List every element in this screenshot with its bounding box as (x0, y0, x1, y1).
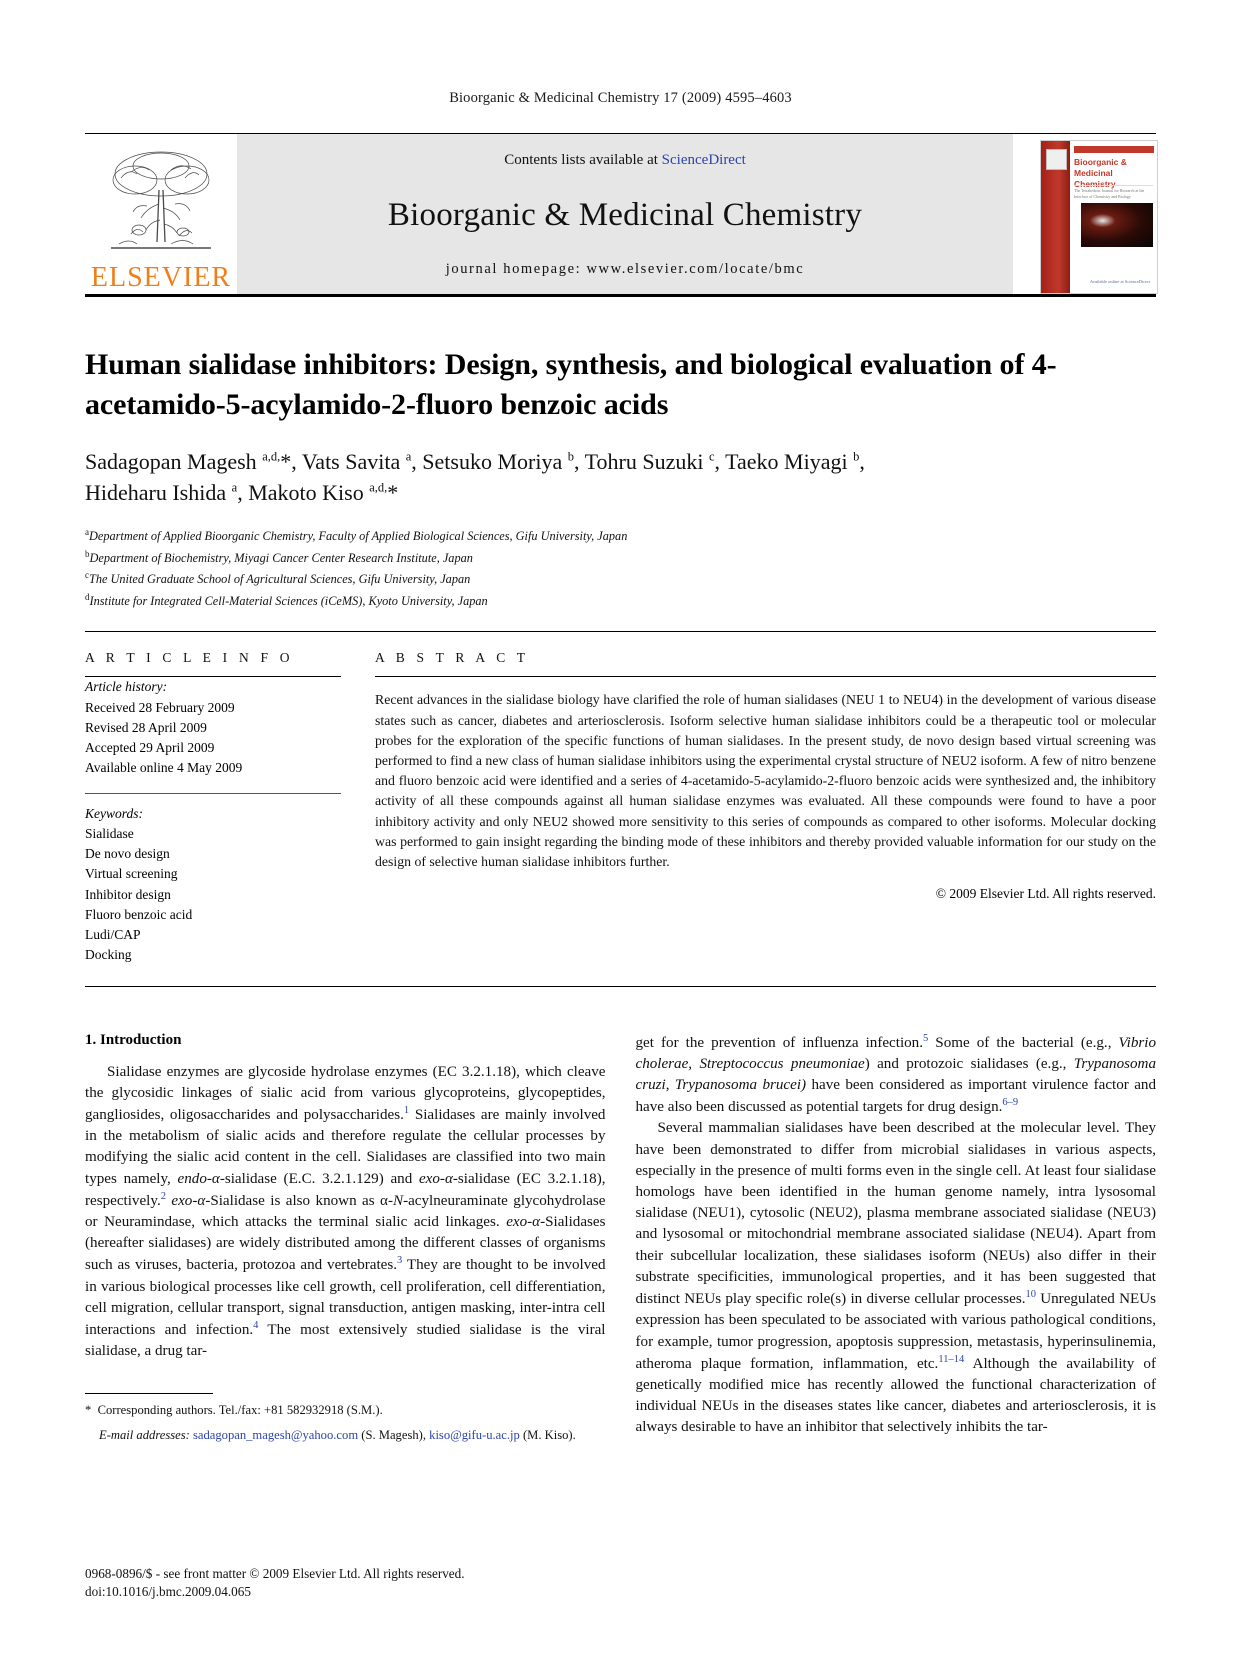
journal-homepage[interactable]: journal homepage: www.elsevier.com/locate/bmc (445, 261, 805, 277)
cover-topbar (1074, 146, 1154, 153)
article-info-abstract-row (85, 650, 1156, 965)
doi-line: doi:10.1016/j.bmc.2009.04.065 (85, 1584, 251, 1600)
email-owner-1: (S. Magesh), (358, 1427, 430, 1442)
contents-available-line (504, 152, 746, 169)
reference-marker: 2 (160, 1190, 166, 1202)
affiliation-text: Department of Biochemistry, Miyagi Cancer Center Research Institute, Japan (89, 550, 473, 565)
keyword-item: Fluoro benzoic acid (85, 906, 193, 922)
corresponding-author-note (85, 1401, 606, 1419)
reference-marker: 10 (1025, 1289, 1036, 1301)
reference-marker: 6–9 (1002, 1097, 1019, 1109)
keywords-divider (85, 793, 341, 794)
running-head: Bioorganic & Medicinal Chemistry 17 (2009) 4595–4603 (449, 90, 792, 106)
affiliation-mark: b (85, 548, 90, 559)
journal-title: Bioorganic & Medicinal Chemistry (387, 196, 863, 233)
keywords-label: Keywords: (85, 805, 143, 821)
history-item: Revised 28 April 2009 (85, 719, 207, 735)
elsevier-badge-icon (1046, 149, 1067, 170)
paragraph-intro-right-1: get for the prevention of influenza infection.$^5$ Some of the bacterial (e.g., Vibrio cholerae, Streptococcus pneumoniae) and protozoic sialidases (e.g., Trypanosoma cruzi, Trypanosoma brucei) have been considered as important virulence factor and have also been discussed as potential targets for drug design.$^{6-9}$ (635, 1032, 1156, 1116)
page-title: Human sialidase inhibitors: Design, synthesis, and biological evaluation of 4-acetamido-5-acylamido-2-fluoro benzoic acids (85, 348, 1057, 421)
title-block (85, 345, 1156, 611)
keyword-item: Sialidase (85, 825, 134, 841)
body-column-left (85, 1032, 606, 1445)
affiliation-text: Institute for Integrated Cell-Material Sciences (iCeMS), Kyoto University, Japan (89, 593, 488, 608)
affiliation-text: Department of Applied Bioorganic Chemistry, Faculty of Applied Biological Sciences, Gifu University, Japan (89, 529, 628, 544)
copyright-line: © 2009 Elsevier Ltd. All rights reserved. (935, 886, 1156, 902)
footnote-corresponding-text: Corresponding authors. Tel./fax: +81 582932918 (S.M.). (97, 1402, 383, 1417)
section-heading-introduction: 1. Introduction (85, 1031, 182, 1048)
elsevier-logo (85, 134, 237, 294)
affiliation-item (85, 547, 1156, 569)
affiliation-item (85, 525, 1156, 547)
contents-prefix: Contents lists available at (504, 152, 662, 168)
affiliation-list (85, 525, 1156, 611)
article-info-heading: A R T I C L E I N F O (85, 650, 294, 666)
affiliation-mark: a (85, 527, 89, 538)
reference-marker: 4 (253, 1320, 259, 1332)
journal-cover-thumbnail (1036, 134, 1156, 294)
journal-header-box (237, 134, 1013, 294)
reference-marker: 5 (923, 1032, 929, 1044)
info-bottom-rule (85, 986, 1156, 987)
email-owner-2: (M. Kiso). (522, 1427, 576, 1442)
keyword-item: Inhibitor design (85, 886, 171, 902)
elsevier-wordmark: ELSEVIER (90, 262, 232, 293)
keyword-item: Ludi/CAP (85, 927, 141, 943)
affiliation-mark: c (85, 570, 89, 581)
history-item: Accepted 29 April 2009 (85, 740, 215, 756)
abstract-text: Recent advances in the sialidase biology have clarified the role of human sialidases (NEU 1 to NEU4) in the development of various disease states such as cancer, diabetes and arteriosclerosis. Isoform selective human sialidase inhibitors could be a therapeutic tool or molecular probes for the exploration of the specific functions of human sialidases. In the present study, de novo design based virtual screening was performed to find a new class of human sialidase inhibitors using the experimental crystal structure of NEU2 isoform. A few of nitro benzene and fluoro benzoic acid were identified and a series of 4-acetamido-5-acylamido-2-fluoro benzoic acids were synthesized and, the inhibitory activity of all these compounds against all human sialidase enzymes was evaluated. All these compounds were found to have a poor inhibitory activity and only NEU2 showed more sensitivity to this series of compounds as compared to other isoforms. Molecular docking was performed to gain insight regarding the binding mode of these inhibitors and thereby provided valuable information for our study on the design of selective human sialidase inhibitors further. (375, 692, 1156, 869)
history-item: Available online 4 May 2009 (85, 760, 243, 776)
affiliation-mark: d (85, 591, 90, 602)
footnote-block (85, 1393, 606, 1445)
journal-masthead (85, 134, 1156, 294)
issn-doi-block (85, 1565, 465, 1602)
reference-marker: 1 (403, 1104, 410, 1116)
issn-line: 0968-0896/$ - see front matter © 2009 Elsevier Ltd. All rights reserved. (85, 1565, 465, 1581)
masthead-bottom-rule (85, 294, 1156, 297)
author-line-2: Hideharu Ishida $^a$, Makoto Kiso $^{a,d,}$* (85, 480, 399, 506)
footnote-star: * (85, 1402, 92, 1417)
article-info-column (85, 650, 375, 965)
email-link-1[interactable]: sadagopan_magesh@yahoo.com (192, 1427, 359, 1442)
keyword-item: De novo design (85, 846, 170, 862)
keyword-item: Docking (85, 947, 132, 963)
footnote-rule (85, 1393, 213, 1394)
email-note (85, 1426, 606, 1444)
affiliation-text: The United Graduate School of Agricultural Sciences, Gifu University, Japan (89, 572, 471, 587)
history-item: Received 28 February 2009 (85, 699, 235, 715)
cover-subtitle: The Tetrahedron Journal for Research at the Interface of Chemistry and Biology (1074, 185, 1153, 200)
cover-sciencedirect-note: Available online at ScienceDirect (1089, 278, 1151, 284)
affiliation-item (85, 568, 1156, 590)
paragraph-intro-right-2: Several mammalian sialidases have been described at the molecular level. They have been demonstrated to differ from microbial sialidases in various aspects, especially in the presence of multi forms even in the single cell. At least four sialidase homologs have been identified in the human genome namely, intra lysosomal sialidase (NEU1), cytosolic (NEU2), plasma membrane associated sialidase (NEU3) and lysosomal or mitochondrial membrane associated sialidase (NEU4). Apart from their subcellular localization, these sialidases isoform (NEUs) also differ in their substrate specificities, immunological properties, and it has been suggested that distinct NEUs play specific role(s) in diverse cellular processes.$^{10}$ Unregulated NEUs expression has been speculated to be associated with various pathological conditions, for example, tumor progression, apoptosis suppression, metastasis, hyperinsulinemia, atheroma plaque formation, inflammation, etc.$^{11-14}$ Although the availability of genetically modified mice has recently allowed the functional characterization of individual NEUs in the diseases states like cancer, diabetes and arteriosclerosis, it is always desirable to have an inhibitor that selectively inhibits the tar- (635, 1120, 1156, 1436)
body-column-right (636, 1032, 1157, 1445)
cover-spine (1041, 141, 1070, 293)
email-link-2[interactable]: kiso@gifu-u.ac.jp (429, 1427, 520, 1442)
keyword-item: Virtual screening (85, 866, 178, 882)
affiliation-item (85, 590, 1156, 612)
email-label: E-mail addresses: (99, 1427, 190, 1442)
article-history-label: Article history: (85, 679, 168, 695)
cover-title: Bioorganic & Medicinal Chemistry (1074, 157, 1127, 189)
reference-marker: 3 (397, 1255, 403, 1267)
info-top-rule (85, 631, 1156, 632)
author-list (85, 446, 1156, 508)
body-columns (85, 1032, 1156, 1445)
abstract-rule (375, 676, 1156, 677)
abstract-heading: A B S T R A C T (375, 650, 530, 666)
elsevier-tree-icon (101, 144, 221, 262)
author-line-1: Sadagopan Magesh $^{a,d,}$*, Vats Savita $^a$, Setsuko Moriya $^b$, Tohru Suzuki $^c$, Taeko Miyagi $^b$, (85, 448, 865, 474)
paragraph-intro-left: Sialidase enzymes are glycoside hydrolase enzymes (EC 3.2.1.18), which cleave the glycosidic linkages of sialic acid from various glycoproteins, glycopeptides, gangliosides, oligosaccharides and polysaccharides.$^1$ Sialidases are mainly involved in the metabolism of sialic acids and therefore regulate the cellular processes by modifying the sialic acid content in the cell. Sialidases are classified into two main types namely, endo-α-sialidase (E.C. 3.2.1.129) and exo-α-sialidase (EC 3.2.1.18), respectively.$^2$ exo-α-Sialidase is also known as α-N-acylneuraminate glycohydrolase or Neuramindase, which attacks the terminal sialic acid linkages. exo-α-Sialidases (hereafter sialidases) are widely distributed among the different classes of organisms such as viruses, bacteria, protozoa and vertebrates.$^3$ They are thought to be involved in various biological processes like cell growth, cell proliferation, cell differentiation, cell migration, cellular transport, signal transduction, antigen masking, inter-intra cell interactions and infection.$^4$ The most extensively studied sialidase is the viral sialidase, a drug tar- (85, 1063, 606, 1360)
sciencedirect-link[interactable]: ScienceDirect (661, 152, 746, 168)
abstract-column (375, 650, 1156, 965)
reference-marker: 11–14 (938, 1353, 965, 1365)
cover-artwork-image (1081, 203, 1153, 247)
